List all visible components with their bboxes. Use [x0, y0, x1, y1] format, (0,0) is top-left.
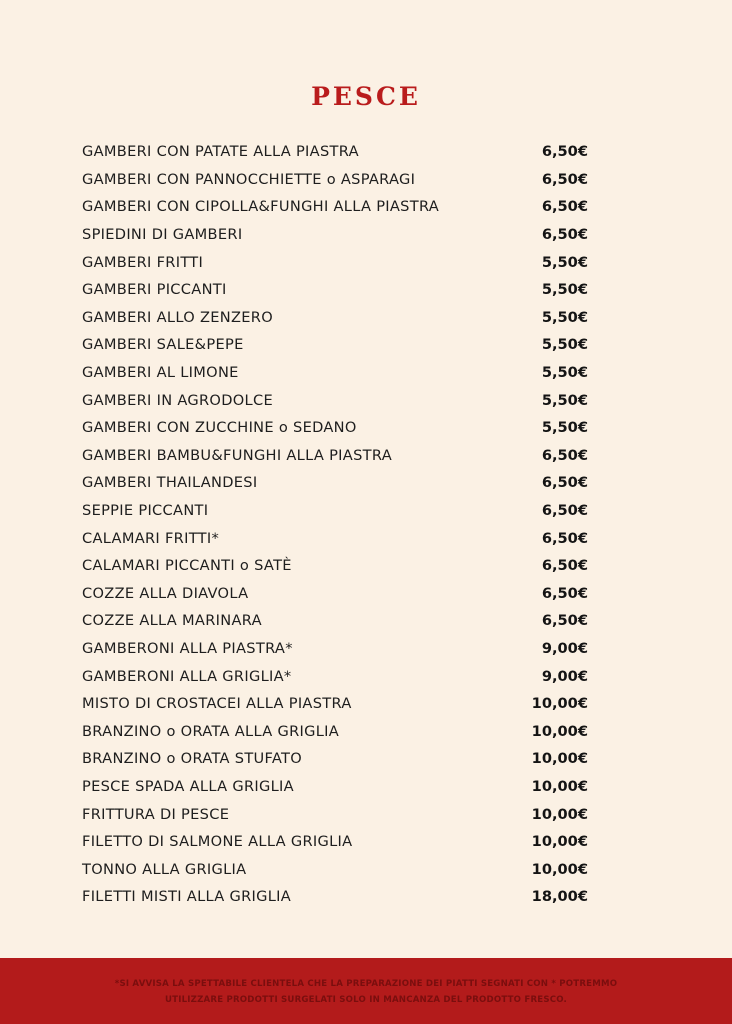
menu-item-price: 10,00€: [531, 833, 588, 851]
menu-item: [82, 414, 588, 442]
menu-list: [82, 138, 588, 911]
menu-item: [82, 138, 588, 166]
menu-item-name: GAMBERI CON PANNOCCHIETTE o ASPARAGI: [82, 170, 416, 188]
menu-item: [82, 221, 588, 249]
menu-item: [82, 745, 588, 773]
menu-item: [82, 662, 588, 690]
menu-item: [82, 552, 588, 580]
menu-item-price: 5,50€: [541, 281, 588, 299]
menu-item-price: 9,00€: [541, 667, 588, 685]
menu-item-name: GAMBERI THAILANDESI: [82, 474, 258, 492]
menu-item: [82, 635, 588, 663]
menu-item-name: FILETTI MISTI ALLA GRIGLIA: [82, 888, 292, 906]
menu-item-name: GAMBERI CON CIPOLLA&FUNGHI ALLA PIASTRA: [82, 198, 440, 216]
menu-item-name: GAMBERI ALLO ZENZERO: [82, 308, 274, 326]
menu-item: [82, 497, 588, 525]
menu-item-price: 10,00€: [531, 750, 588, 768]
menu-item-name: PESCE SPADA ALLA GRIGLIA: [82, 777, 294, 795]
footer-note: [76, 977, 656, 1008]
menu-item: [82, 386, 588, 414]
menu-item-name: GAMBERI SALE&PEPE: [82, 336, 244, 354]
menu-item-name: GAMBERI FRITTI: [82, 253, 204, 271]
menu-item: [82, 580, 588, 608]
menu-item-name: GAMBERI CON ZUCCHINE o SEDANO: [82, 419, 357, 437]
menu-item-price: 6,50€: [541, 143, 588, 161]
menu-item-name: SPIEDINI DI GAMBERI: [82, 226, 243, 244]
menu-item-price: 5,50€: [541, 391, 588, 409]
menu-item: [82, 717, 588, 745]
menu-item-price: 6,50€: [541, 226, 588, 244]
menu-item-price: 6,50€: [541, 502, 588, 520]
menu-item-name: SEPPIE PICCANTI: [82, 502, 209, 520]
menu-item-name: GAMBERI IN AGRODOLCE: [82, 391, 273, 409]
menu-item: [82, 359, 588, 387]
menu-item-price: 5,50€: [541, 364, 588, 382]
menu-item: [82, 442, 588, 470]
menu-item-price: 10,00€: [531, 722, 588, 740]
menu-item: [82, 800, 588, 828]
menu-item-name: FILETTO DI SALMONE ALLA GRIGLIA: [82, 833, 353, 851]
menu-item: [82, 304, 588, 332]
menu-item-name: BRANZINO o ORATA STUFATO: [82, 750, 303, 768]
menu-item-price: 6,50€: [541, 612, 588, 630]
menu-item-name: GAMBERI PICCANTI: [82, 281, 227, 299]
menu-item-price: 9,00€: [541, 639, 588, 657]
menu-item-price: 10,00€: [531, 860, 588, 878]
menu-item: [82, 469, 588, 497]
menu-item: [82, 828, 588, 856]
menu-item-price: 5,50€: [541, 336, 588, 354]
menu-item-name: GAMBERI BAMBU&FUNGHI ALLA PIASTRA: [82, 446, 392, 464]
footer-note-line-1: *SI AVVISA LA SPETTABILE CLIENTELA CHE LA PREPARAZIONE DEI PIATTI SEGNATI CON * POTREMMO: [114, 979, 618, 989]
menu-item-price: 6,50€: [541, 170, 588, 188]
menu-item-price: 5,50€: [541, 419, 588, 437]
menu-item-name: FRITTURA DI PESCE: [82, 805, 230, 823]
menu-item: [82, 855, 588, 883]
menu-item: [82, 690, 588, 718]
menu-item-name: GAMBERONI ALLA PIASTRA*: [82, 639, 293, 657]
menu-item-name: COZZE ALLA DIAVOLA: [82, 584, 249, 602]
section-title: PESCE: [311, 82, 421, 111]
menu-item: [82, 883, 588, 911]
menu-item-price: 18,00€: [531, 888, 588, 906]
menu-item-price: 6,50€: [541, 446, 588, 464]
menu-item-price: 10,00€: [531, 695, 588, 713]
footer-band: [0, 958, 732, 1024]
menu-item-price: 6,50€: [541, 529, 588, 547]
menu-item-name: CALAMARI PICCANTI o SATÈ: [82, 557, 292, 575]
menu-item: [82, 248, 588, 276]
menu-item: [82, 193, 588, 221]
menu-item-price: 6,50€: [541, 198, 588, 216]
menu-item: [82, 276, 588, 304]
menu-item-name: MISTO DI CROSTACEI ALLA PIASTRA: [82, 695, 352, 713]
menu-item-price: 6,50€: [541, 557, 588, 575]
menu-item-price: 10,00€: [531, 805, 588, 823]
menu-item-name: BRANZINO o ORATA ALLA GRIGLIA: [82, 722, 340, 740]
menu-item: [82, 607, 588, 635]
menu-item: [82, 773, 588, 801]
menu-item-price: 10,00€: [531, 777, 588, 795]
footer-note-line-2: UTILIZZARE PRODOTTI SURGELATI SOLO IN MANCANZA DEL PRODOTTO FRESCO.: [164, 994, 568, 1005]
menu-item-name: CALAMARI FRITTI*: [82, 529, 220, 547]
menu-item-price: 6,50€: [541, 584, 588, 602]
menu-item-name: GAMBERI AL LIMONE: [82, 364, 239, 382]
menu-item: [82, 166, 588, 194]
menu-item-name: GAMBERONI ALLA GRIGLIA*: [82, 667, 292, 685]
menu-item-price: 5,50€: [541, 253, 588, 271]
menu-item-price: 6,50€: [541, 474, 588, 492]
menu-item: [82, 331, 588, 359]
menu-item-name: TONNO ALLA GRIGLIA: [82, 860, 247, 878]
menu-item-name: COZZE ALLA MARINARA: [82, 612, 262, 630]
menu-item: [82, 524, 588, 552]
menu-item-name: GAMBERI CON PATATE ALLA PIASTRA: [82, 143, 359, 161]
menu-item-price: 5,50€: [541, 308, 588, 326]
